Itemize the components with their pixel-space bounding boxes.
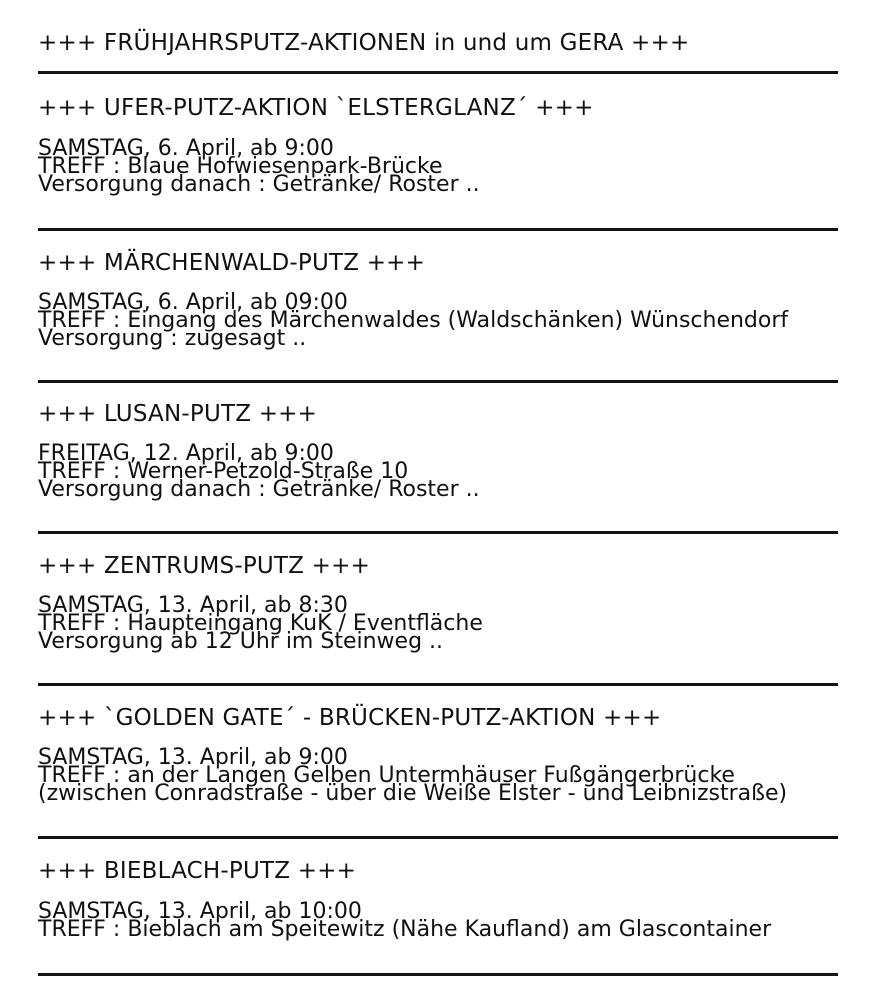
document-title: +++ FRÜHJAHRSPUTZ-AKTIONEN in und um GERA +++ [38,30,690,56]
event-date: FREITAG, 12. April, ab 9:00 [38,441,334,466]
divider-line [38,683,838,686]
divider-line [38,71,838,74]
event-meeting-point: TREFF : Blaue Hofwiesenpark-Brücke [38,154,443,179]
event-date: SAMSTAG, 13. April, ab 10:00 [38,899,362,924]
divider-line [38,380,838,383]
event-catering: Versorgung : zugesagt .. [38,326,307,351]
divider-line [38,836,838,839]
event-catering: Versorgung danach : Getränke/ Roster .. [38,172,480,197]
event-catering: Versorgung danach : Getränke/ Roster .. [38,477,480,502]
event-meeting-point: TREFF : Werner-Petzold-Straße 10 [38,459,409,484]
event-heading-lusan-putz: +++ LUSAN-PUTZ +++ [38,401,318,427]
flyer-page [38,0,838,1000]
divider-line [38,228,838,231]
event-date: SAMSTAG, 6. April, ab 09:00 [38,290,348,315]
event-meeting-point: TREFF : an der Langen Gelben Untermhäuser Fußgängerbrücke [38,763,735,788]
event-date: SAMSTAG, 6. April, ab 9:00 [38,136,334,161]
event-meeting-point: TREFF : Eingang des Märchenwaldes (Waldschänken) Wünschendorf [38,308,789,333]
divider-line [38,531,838,534]
event-meeting-point: TREFF : Haupteingang KuK / Eventfläche [38,611,483,636]
event-date: SAMSTAG, 13. April, ab 9:00 [38,745,348,770]
event-heading-maerchenwald-putz: +++ MÄRCHENWALD-PUTZ +++ [38,250,426,276]
event-heading-zentrums-putz: +++ ZENTRUMS-PUTZ +++ [38,553,371,579]
event-heading-bieblach-putz: +++ BIEBLACH-PUTZ +++ [38,858,357,884]
event-heading-golden-gate: +++ `GOLDEN GATE´ - BRÜCKEN-PUTZ-AKTION +++ [38,705,662,731]
divider-line [38,973,838,976]
event-meeting-point: TREFF : Bieblach am Speitewitz (Nähe Kaufland) am Glascontainer [38,917,772,942]
event-route-note: (zwischen Conradstraße - über die Weiße Elster - und Leibnizstraße) [38,781,788,806]
event-heading-ufer-putz: +++ UFER-PUTZ-AKTION `ELSTERGLANZ´ +++ [38,95,594,121]
event-catering: Versorgung ab 12 Uhr im Steinweg .. [38,629,444,654]
event-date: SAMSTAG, 13. April, ab 8:30 [38,593,348,618]
